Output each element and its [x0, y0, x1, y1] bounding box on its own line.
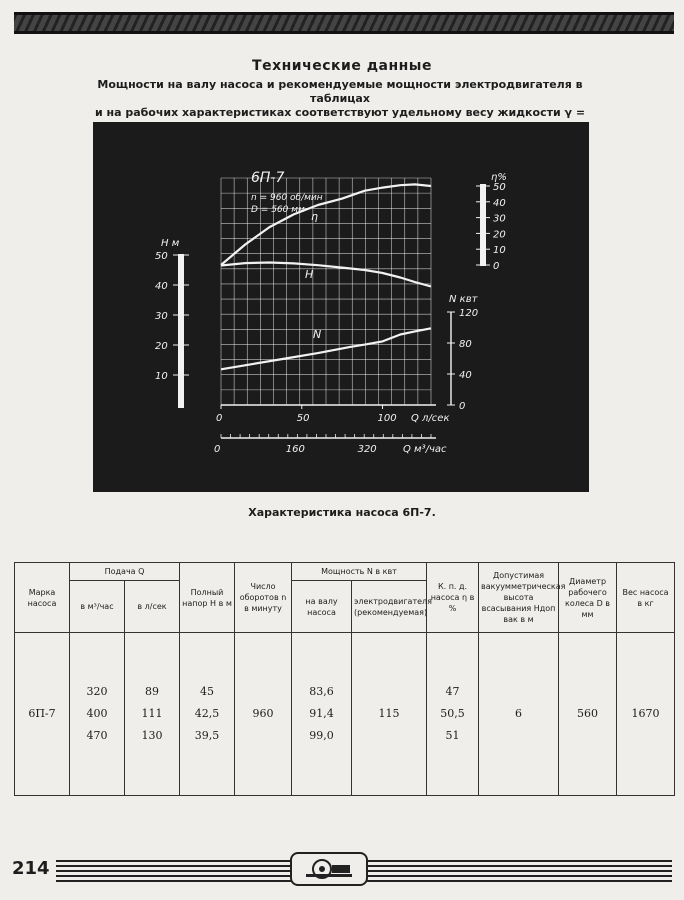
eta-tick-label: 40 — [493, 197, 506, 209]
chart-title: 6П-7 — [251, 170, 285, 186]
h-tick-label: 20 — [155, 341, 168, 352]
series-label-eta: η — [311, 210, 318, 223]
eta-tick-label: 0 — [493, 261, 500, 272]
cell-value: 83,6 — [309, 685, 334, 698]
technical-data-table — [14, 562, 675, 796]
col-rpm: Число оборотов n в минуту — [235, 563, 292, 633]
cell-power-shaft — [292, 633, 352, 796]
col-head: Полный напор H в м — [180, 563, 235, 633]
col-suction: Допустимая вакуумметрическая высота всасывания Hдоп вак в м — [479, 563, 559, 633]
cell-value: 42,5 — [194, 707, 220, 720]
chart-svg — [93, 122, 589, 492]
h-tick-label: 30 — [155, 311, 168, 322]
n-tick-label: 80 — [459, 339, 472, 350]
x-tick-label: 100 — [377, 413, 397, 424]
cell-suction: 6 — [479, 633, 559, 796]
col-efficiency: К. п. д. насоса η в % — [427, 563, 479, 633]
top-ornament-border — [14, 12, 674, 34]
col-diameter: Диаметр рабочего колеса D в мм — [559, 563, 617, 633]
h-tick-label: 10 — [155, 371, 168, 382]
eta-tick-label: 10 — [493, 245, 506, 257]
cell-flow-m3 — [70, 633, 125, 796]
col-brand: Марка насоса — [15, 563, 70, 633]
cell-value: 39,5 — [194, 729, 220, 742]
pump-emblem-icon — [290, 852, 368, 886]
chart-caption: Характеристика насоса 6П-7. — [248, 506, 436, 519]
cell-value: 51 — [445, 729, 460, 742]
cell-diameter: 560 — [559, 633, 617, 796]
n-tick-label: 40 — [459, 370, 472, 381]
h-scale-bar — [178, 254, 184, 408]
eta-scale-bar — [480, 184, 486, 266]
eta-tick-label: 50 — [493, 182, 506, 193]
page-title: Технические данные — [252, 58, 432, 74]
cell-value: 45 — [200, 685, 214, 698]
col-flow: Подача Q — [70, 563, 180, 581]
h-tick-label: 40 — [155, 281, 168, 292]
cell-value: 89 — [145, 685, 159, 698]
n-tick-label: 120 — [459, 308, 479, 319]
cell-efficiency — [427, 633, 479, 796]
n-tick-label: 0 — [459, 401, 466, 412]
eta-tick-label: 20 — [493, 229, 506, 241]
eta-axis-label: η% — [491, 172, 507, 183]
col-flow-m3: в м³/час — [70, 581, 125, 633]
eta-tick-label: 30 — [493, 213, 506, 225]
col-power-shaft: на валу насоса — [292, 581, 352, 633]
x2-tick-label: 0 — [214, 444, 221, 455]
cell-rpm: 960 — [235, 633, 292, 796]
x2-tick-label: 320 — [357, 444, 377, 455]
cell-flow-ls — [125, 633, 180, 796]
cell-value: 400 — [86, 707, 108, 720]
cell-value: 470 — [86, 729, 108, 742]
cell-value: 320 — [86, 685, 108, 698]
chart-annotation: n = 960 об/мин — [251, 193, 323, 203]
x2-axis-label: Q м³/час — [403, 444, 447, 455]
col-flow-ls: в л/сек — [125, 581, 180, 633]
pump-characteristic-chart — [93, 122, 589, 492]
cell-value: 50,5 — [440, 707, 465, 720]
h-axis-label: H м — [161, 238, 180, 249]
cell-value: 130 — [141, 729, 163, 742]
x-tick-label: 50 — [296, 413, 310, 424]
col-weight: Вес насоса в кг — [617, 563, 675, 633]
cell-value: 99,0 — [309, 729, 334, 742]
cell-value: 91,4 — [309, 707, 334, 720]
cell-head — [180, 633, 235, 796]
cell-value: 111 — [141, 707, 163, 720]
series-label-N: N — [313, 328, 322, 341]
x-axis-label: Q л/сек — [411, 413, 450, 424]
col-power: Мощность N в квт — [292, 563, 427, 581]
series-label-H: H — [305, 268, 314, 281]
cell-power-motor: 115 — [352, 633, 427, 796]
n-axis-label: N квт — [449, 294, 478, 305]
cell-brand: 6П-7 — [15, 633, 70, 796]
subtitle-line-1: Мощности на валу насоса и рекомендуемые мощности электродвигателя в таблицах — [97, 78, 583, 105]
x2-tick-label: 160 — [285, 444, 305, 455]
cell-value: 47 — [445, 685, 460, 698]
h-tick-label: 50 — [155, 251, 168, 262]
chart-annotation: D = 560 мм — [251, 205, 305, 215]
x-tick-label: 0 — [216, 413, 223, 424]
col-power-motor: электродвигателя (рекомендуемая) — [352, 581, 427, 633]
page-number: 214 — [12, 858, 50, 879]
subtitle-line-2: и на рабочих характеристиках соответствуют удельному весу жидкости γ = — [94, 106, 586, 119]
cell-weight: 1670 — [617, 633, 675, 796]
